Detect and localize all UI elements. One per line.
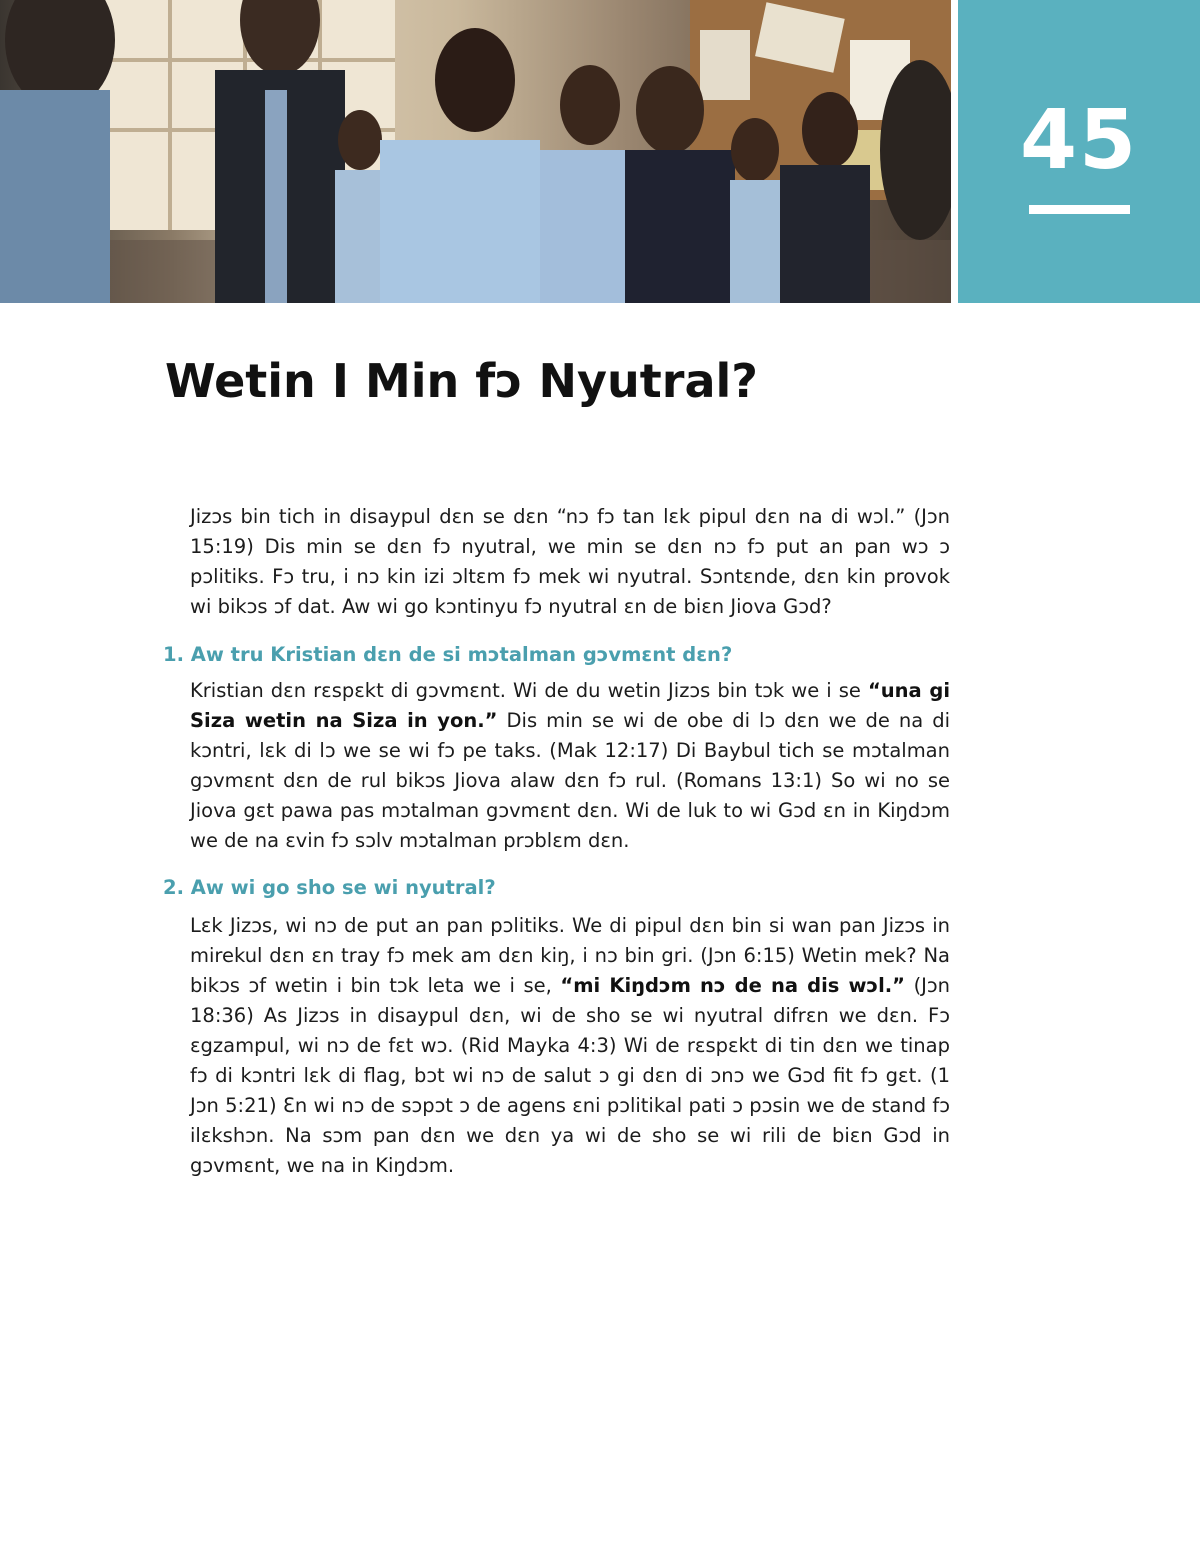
classroom-illustration [0,0,951,303]
paragraph-text: Kristian dɛn rɛspɛkt di gɔvmɛnt. Wi de du wetin Jizɔs bin tɔk we i se [190,679,868,702]
bold-quote: “mi Kiŋdɔm nɔ de na dis wɔl.” [560,974,906,997]
question-1-paragraph [190,676,950,856]
chapter-number: 45 [1019,93,1139,188]
hero-photo [0,0,951,303]
question-2-heading: 2. Aw wi go sho se wi nyutral? [163,876,496,899]
intro-paragraph: Jizɔs bin tich in disaypul dɛn se dɛn “nɔ fɔ tan lɛk pipul dɛn na di wɔl.” (Jɔn 15:19) Dis min se dɛn fɔ nyutral, we min se dɛn nɔ fɔ put an pan wɔ ɔ pɔlitiks. Fɔ tru, i nɔ kin izi ɔltɛm fɔ mek wi nyutral. Sɔntɛnde, dɛn kin provok wi bikɔs ɔf dat. Aw wi go kɔntinyu fɔ nyutral ɛn de biɛn Jiova Gɔd? [190,505,950,618]
question-2-paragraph [190,911,950,1181]
paper-notice [700,30,750,100]
bold-quote: “una gi Siza wetin na Siza in yon.” [190,679,950,732]
paragraph-text: Dis min se wi de obe di lɔ dɛn we de na di kɔntri, lɛk di lɔ we se wi fɔ pe taks. (Mak 12:17) Di Baybul tich se mɔtalman gɔvmɛnt dɛn de rul bikɔs Jiova alaw dɛn fɔ rul. (Romans 13:1) So wi no se Jiova gɛt pawa pas mɔtalman gɔvmɛnt dɛn. Wi de luk to wi Gɔd ɛn in Kiŋdɔm we de na ɛvin fɔ sɔlv mɔtalman prɔblɛm dɛn. [190,709,950,852]
question-1-heading: 1. Aw tru Kristian dɛn de si mɔtalman gɔvmɛnt dɛn? [163,643,733,666]
chapter-underline [1029,205,1130,214]
chapter-badge [958,0,1200,303]
page-title: Wetin I Min fɔ Nyutral? [165,354,758,408]
paragraph-text: Lɛk Jizɔs, wi nɔ de put an pan pɔlitiks. We di pipul dɛn bin si wan pan Jizɔs in mirekul dɛn ɛn tray fɔ mek am dɛn kiŋ, i nɔ bin gri. (Jɔn 6:15) Wetin mek? Na bikɔs ɔf wetin i bin tɔk leta we i se, [190,914,950,997]
paragraph-text: (Jɔn 18:36) As Jizɔs in disaypul dɛn, wi de sho se wi nyutral difrɛn we dɛn. Fɔ ɛgzampul, wi nɔ de fɛt wɔ. (Rid Mayka 4:3) Wi de rɛspɛkt di tin dɛn we tinap fɔ di kɔntri lɛk di flag, bɔt wi nɔ de salut ɔ gi dɛn di ɔnɔ we Gɔd fit fɔ gɛt. (1 Jɔn 5:21) Ɛn wi nɔ de sɔpɔt ɔ de agens ɛni pɔlitikal pati ɔ pɔsin we de stand fɔ ilɛkshɔn. Na sɔm pan dɛn we dɛn ya wi de sho se wi rili de biɛn Gɔd in gɔvmɛnt, we na in Kiŋdɔm. [190,974,950,1177]
